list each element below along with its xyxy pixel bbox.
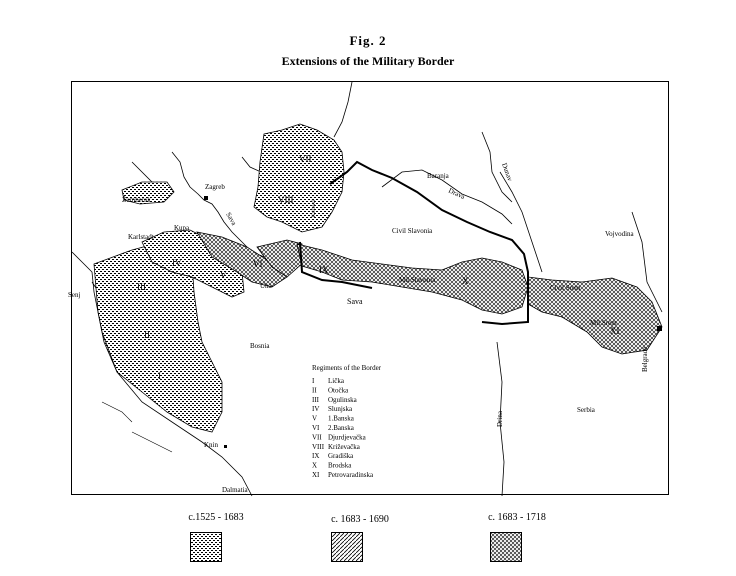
- regiment-numeral: VI: [312, 424, 320, 432]
- islands: [102, 402, 172, 452]
- label-belgrade: Belgrade: [641, 346, 649, 372]
- legend-label-1: c.1525 - 1683: [188, 512, 244, 523]
- numeral-VIII: VIII: [278, 195, 294, 205]
- map-frame: [68, 81, 669, 495]
- regiment-numeral: X: [312, 461, 318, 470]
- regiment-name: Slunjska: [328, 405, 353, 414]
- regiment-name: Otočka: [328, 386, 349, 395]
- label-sava: Sava: [347, 297, 363, 306]
- numeral-II: II: [144, 330, 150, 340]
- label-dalmatia: Dalmatia: [222, 486, 248, 494]
- label-karlstadt: Karlstadt: [128, 233, 154, 241]
- regiment-numeral: VIII: [312, 442, 325, 451]
- regiment-name: Brodska: [328, 461, 352, 470]
- numeral-IX: IX: [319, 265, 329, 275]
- regiment-numeral: II: [312, 386, 317, 395]
- river-drava-north: [334, 82, 352, 137]
- legend-label-2: c. 1683 - 1690: [331, 514, 389, 525]
- regiment-name: Križevačka: [328, 442, 360, 451]
- label-zagreb: Zagreb: [205, 183, 225, 191]
- figure-title: Extensions of the Military Border: [281, 54, 455, 68]
- regiment-numeral: XI: [312, 471, 320, 479]
- numeral-IV: IV: [172, 258, 182, 268]
- regiment-numeral: VII: [312, 433, 322, 442]
- regiment-name: 1.Banska: [328, 414, 354, 423]
- label-bosnia: Bosnia: [250, 342, 270, 350]
- label-baranja: Baranja: [427, 172, 449, 180]
- legend-label-3: c. 1683 - 1718: [488, 512, 546, 523]
- numeral-X: X: [462, 276, 469, 286]
- label-civil-srem: Civil Srem: [550, 284, 581, 292]
- numeral-III: III: [137, 282, 146, 292]
- regiment-numeral: IV: [312, 405, 320, 414]
- label-senj: Senj: [68, 291, 81, 299]
- knin-marker: [224, 445, 227, 448]
- region-djurdjevac-krizevci: [254, 124, 344, 232]
- label-zumberak: Žumberak: [122, 196, 151, 204]
- regiment-numeral: III: [312, 395, 319, 404]
- numeral-VII: VII: [299, 154, 312, 164]
- label-drina: Drina: [496, 411, 504, 427]
- regiment-name: 2.Banska: [328, 424, 354, 432]
- label-mil-slavonia: Mil.Slavonia: [399, 276, 436, 284]
- label-civil-slavonia: Civil Slavonia: [392, 227, 433, 235]
- label-mil-srem: Mil.Srem: [590, 319, 617, 327]
- label-vojvodina: Vojvodina: [605, 230, 634, 238]
- river-dunav: [500, 172, 542, 272]
- map-canvas: [68, 82, 670, 496]
- numeral-V: V: [220, 270, 227, 280]
- legend-swatch-diagonal: [331, 532, 363, 562]
- label-una: Una: [260, 282, 272, 290]
- regiment-numeral: V: [312, 414, 318, 423]
- regiment-name: Lička: [328, 377, 344, 385]
- regiments-title: Regiments of the Border: [312, 364, 382, 372]
- numeral-I: I: [158, 371, 161, 381]
- figure-number: Fig. 2: [349, 33, 387, 48]
- label-drava: Drava: [447, 186, 467, 202]
- regiment-name: Ogulinska: [328, 395, 357, 404]
- label-knin: Knin: [204, 441, 218, 449]
- label-sava-upper: Sava: [224, 211, 239, 227]
- regiment-name: Djurdjevačka: [328, 433, 366, 442]
- label-kupa: Kupa: [174, 224, 190, 232]
- regiment-numeral: IX: [312, 452, 320, 461]
- numeral-XI: XI: [610, 326, 620, 336]
- regiment-numeral: I: [312, 377, 315, 385]
- zagreb-marker: [204, 196, 208, 200]
- numeral-VI: VI: [253, 259, 263, 269]
- label-dunav: Dunav: [500, 161, 515, 183]
- regiments-list: [312, 364, 382, 479]
- label-kriz: Križevci: [312, 199, 317, 217]
- belgrade-marker: [657, 326, 662, 331]
- label-serbia: Serbia: [577, 406, 595, 414]
- legend-swatch-crosshatch: [490, 532, 522, 562]
- legend-swatch-dots: [190, 532, 222, 562]
- regiment-name: Petrovaradinska: [328, 471, 374, 479]
- regiment-name: Gradiška: [328, 452, 354, 461]
- region-petrovaradin: [528, 277, 662, 354]
